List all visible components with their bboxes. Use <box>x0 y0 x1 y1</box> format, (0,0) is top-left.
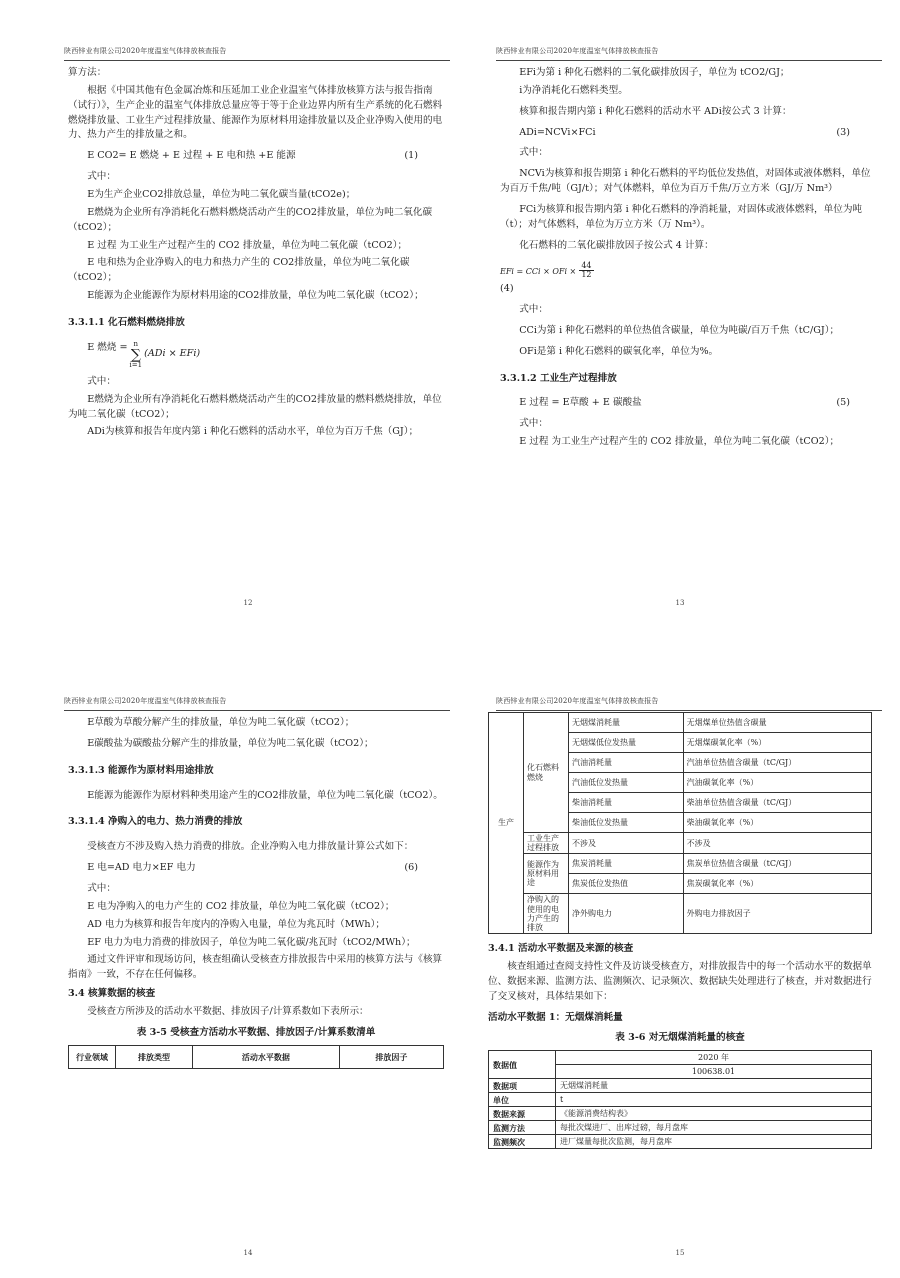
table-3-5-continued <box>488 712 872 934</box>
equation-text: ADi=NCVi×FCi <box>519 126 596 138</box>
page-number: 12 <box>243 599 253 608</box>
section-heading: 3.3.1.3 能源作为原材料用途排放 <box>68 764 214 776</box>
equation-5 <box>500 396 876 411</box>
page-header: 陕西锌业有限公司2020年度温室气体排放核查报告 <box>64 46 450 61</box>
table-cell: 进厂煤量每批次监测，每月盘库 <box>556 1135 872 1149</box>
table-key: 单位 <box>489 1093 556 1107</box>
table-cell: 汽油消耗量 <box>569 753 684 773</box>
table-cell: 无烟煤消耗量 <box>569 713 684 733</box>
table-cell: 无烟煤单位热值含碳量 <box>683 713 871 733</box>
page-header: 陕西锌业有限公司2020年度温室气体排放核查报告 <box>64 696 450 711</box>
table-cell: 不涉及 <box>683 833 871 854</box>
table-cell: 焦炭低位发热值 <box>569 874 684 894</box>
definition: E能源为企业能源作为原材料用途的CO2排放量，单位为吨二氧化碳（tCO2）； <box>87 290 424 302</box>
table-cell: 柴油单位热值含碳量（tC/GJ） <box>683 793 871 813</box>
table-cell: 外购电力排放因子 <box>683 894 871 934</box>
table-row <box>489 713 872 733</box>
table-key: 监测频次 <box>489 1135 556 1149</box>
type-cell: 净购入的使用的电力产生的排放 <box>524 894 569 934</box>
page-12 <box>46 40 450 615</box>
definition: AD 电力为核算和报告年度内的净购入电量，单位为兆瓦时（MWh）； <box>87 918 385 930</box>
table-cell: 柴油碳氧化率（%） <box>683 813 871 833</box>
equation-text: E 电=AD 电力×EF 电力 <box>87 862 196 874</box>
section-heading: 3.4.1 活动水平数据及来源的核查 <box>488 943 634 955</box>
page-13 <box>478 40 882 615</box>
definition: E燃烧为企业所有净消耗化石燃料燃烧活动产生的CO2排放量，单位为吨二氧化碳（tCO2）； <box>68 206 433 233</box>
page-15 <box>478 690 882 1265</box>
definition: E碳酸盐为碳酸盐分解产生的排放量，单位为吨二氧化碳（tCO2）； <box>87 737 374 749</box>
definition: CCi为第 i 种化石燃料的单位热值含碳量，单位为吨碳/百万千焦（tC/GJ）； <box>519 324 840 336</box>
page-number: 14 <box>243 1249 253 1258</box>
equation-number: (5) <box>836 397 850 409</box>
table-header-cell: 活动水平数据 <box>193 1045 340 1068</box>
table-row <box>489 1093 872 1107</box>
type-cell: 能源作为原材料用途 <box>524 854 569 894</box>
paragraph: 受核查方不涉及购入热力消费的排放。企业净购入电力排放量计算公式如下： <box>87 841 414 853</box>
table-row <box>489 1079 872 1093</box>
table-key: 数据来源 <box>489 1107 556 1121</box>
type-cell: 化石燃料燃烧 <box>524 713 569 833</box>
equation-text: E 过程 = E草酸 + E 碳酸盐 <box>519 397 642 409</box>
paragraph: 受核查方所涉及的活动水平数据、排放因子/计算系数如下表所示： <box>87 1006 369 1018</box>
table-cell: 汽油碳氧化率（%） <box>683 773 871 793</box>
table-caption: 表 3-5 受核查方活动水平数据、排放因子/计算系数清单 <box>136 1026 376 1038</box>
table-cell: 净外购电力 <box>569 894 684 934</box>
table-row <box>489 1107 872 1121</box>
equation-number: (1) <box>404 150 418 162</box>
type-cell: 工业生产过程排放 <box>524 833 569 854</box>
table-row <box>489 1121 872 1135</box>
definition: E能源为能源作为原材料种类用途产生的CO2排放量，单位为吨二氧化碳（tCO2）。 <box>87 789 443 801</box>
section-heading: 3.3.1.2 工业生产过程排放 <box>500 372 617 384</box>
table-cell: 无烟煤消耗量 <box>556 1079 872 1093</box>
equation-number: (3) <box>836 126 850 138</box>
page-header: 陕西锌业有限公司2020年度温室气体排放核查报告 <box>496 696 882 711</box>
equation-4 <box>500 262 876 281</box>
paragraph: 核算和报告期内第 i 种化石燃料的活动水平 ADi按公式 3 计算： <box>519 105 792 117</box>
table-row <box>489 833 872 854</box>
table-cell: 无烟煤碳氧化率（%） <box>683 733 871 753</box>
definition: E草酸为草酸分解产生的排放量，单位为吨二氧化碳（tCO2）； <box>87 717 355 728</box>
equation-text: EFi = CCi × OFi × <box>500 266 577 276</box>
equation-number: (4) <box>500 283 514 295</box>
table-cell: 2020 年 <box>556 1051 872 1065</box>
table-key: 数据值 <box>489 1051 556 1079</box>
paragraph: 根据《中国其他有色金属冶炼和压延加工业企业温室气体排放核算方法与报告指南（试行）》，生产企业的温室气体排放总量应等于等于企业边界内所有生产系统的化石燃料燃烧排放量、工业生产过程排放量、能源作为原材料用途排放量以及企业净购入使用的电力、热力产生的排放量之和。 <box>68 84 443 141</box>
paragraph: 化石燃料的二氧化碳排放因子按公式 4 计算： <box>519 239 714 251</box>
table-cell: 柴油低位发热量 <box>569 813 684 833</box>
section-heading: 3.4 核算数据的核查 <box>68 988 156 1000</box>
paragraph: 式中： <box>87 375 116 387</box>
table-key: 监测方法 <box>489 1121 556 1135</box>
paragraph: 通过文件评审和现场访问，核查组确认受核查方排放报告中采用的核算方法与《核算指南》一致，不存在任何偏移。 <box>68 954 443 981</box>
table-cell: 焦炭碳氧化率（%） <box>683 874 871 894</box>
table-header-cell: 行业领域 <box>69 1045 116 1068</box>
subheading: 活动水平数据 1：无烟煤消耗量 <box>488 1011 623 1023</box>
definition: FCi为核算和报告期内第 i 种化石燃料的净消耗量，对固体或液体燃料，单位为吨（t）；对气体燃料，单位为万立方米（万 Nm³）。 <box>500 204 863 230</box>
definition: E为生产企业CO2排放总量，单位为吨二氧化碳当量(tCO2e)； <box>87 189 356 201</box>
page-body <box>68 66 444 443</box>
table-3-5-header <box>68 1045 444 1069</box>
table-cell: 焦炭消耗量 <box>569 854 684 874</box>
industry-cell: 生产 <box>489 713 524 934</box>
paragraph: 式中： <box>87 883 116 895</box>
paragraph: 算方法： <box>68 67 107 78</box>
paragraph: 式中： <box>519 147 548 159</box>
definition: E 过程 为工业生产过程产生的 CO2 排放量，单位为吨二氧化碳（tCO2）； <box>87 239 408 251</box>
definition: E 过程 为工业生产过程产生的 CO2 排放量，单位为吨二氧化碳（tCO2）； <box>519 436 840 448</box>
definition: E燃烧为企业所有净消耗化石燃料燃烧活动产生的CO2排放量的燃料燃烧排放，单位为吨二氧化碳（tCO2）； <box>68 393 442 420</box>
table-key: 数据项 <box>489 1079 556 1093</box>
definition: i为净消耗化石燃料类型。 <box>519 84 628 96</box>
table-row <box>489 1051 872 1065</box>
table-cell: 汽油单位热值含碳量（tC/GJ） <box>683 753 871 773</box>
paragraph: 式中： <box>87 171 116 183</box>
paragraph: 式中： <box>519 418 548 430</box>
table-header-cell: 排放因子 <box>339 1045 443 1068</box>
table-cell: 柴油消耗量 <box>569 793 684 813</box>
equation-3 <box>500 126 876 141</box>
definition: NCVi为核算和报告期第 i 种化石燃料的平均低位发热值，对固体或液体燃料，单位为百万千焦/吨（GJ/t）；对气体燃料，单位为百万千焦/万立方米（GJ/万 Nm³） <box>500 168 871 195</box>
table-cell: 焦炭单位热值含碳量（tC/GJ） <box>683 854 871 874</box>
table-cell: 汽油低位发热量 <box>569 773 684 793</box>
page-body <box>488 712 872 1149</box>
table-header-cell: 排放类型 <box>116 1045 193 1068</box>
equation-6 <box>68 861 444 876</box>
equation-number: (6) <box>404 862 418 874</box>
sigma-symbol: n ∑ i=1 <box>129 339 143 369</box>
page-body <box>68 716 444 1069</box>
equation-text: E 燃烧 = <box>87 341 128 353</box>
page-14 <box>46 690 450 1265</box>
definition: EF 电力为电力消费的排放因子，单位为吨二氧化碳/兆瓦时（tCO2/MWh）； <box>87 936 416 948</box>
page-body <box>500 66 876 453</box>
table-cell: 每批次煤进厂、出库过磅，每月盘库 <box>556 1121 872 1135</box>
table-cell: 无烟煤低位发热量 <box>569 733 684 753</box>
table-row <box>489 854 872 874</box>
fraction: $\frac{44}{12}$ <box>581 260 592 280</box>
table-row <box>489 1135 872 1149</box>
equation-2 <box>68 341 444 369</box>
section-heading: 3.3.1.4 净购入的电力、热力消费的排放 <box>68 816 243 828</box>
definition: E 电和热为企业净购入的电力和热力产生的 CO2排放量，单位为吨二氧化碳（tCO2）； <box>68 257 410 284</box>
equation-text: E CO2= E 燃烧 + E 过程 + E 电和热 +E 能源 <box>87 150 296 162</box>
table-3-6 <box>488 1050 872 1149</box>
section-heading: 3.3.1.1 化石燃料燃烧排放 <box>68 317 185 329</box>
table-cell: t <box>556 1093 872 1107</box>
equation-1 <box>68 149 444 164</box>
definition: OFi是第 i 种化石燃料的碳氧化率，单位为%。 <box>519 345 719 357</box>
page-header: 陕西锌业有限公司2020年度温室气体排放核查报告 <box>496 46 882 61</box>
definition: E 电为净购入的电力产生的 CO2 排放量，单位为吨二氧化碳（tCO2）； <box>87 900 395 912</box>
equation-body: (ADi × EFi) <box>144 348 201 360</box>
definition: EFi为第 i 种化石燃料的二氧化碳排放因子，单位为 tCO2/GJ； <box>519 67 790 78</box>
table-cell: 《能源消费结构表》 <box>556 1107 872 1121</box>
page-number: 15 <box>675 1249 685 1258</box>
paragraph: 式中： <box>519 304 548 316</box>
table-caption: 表 3-6 对无烟煤消耗量的核查 <box>615 1032 745 1044</box>
table-cell: 不涉及 <box>569 833 684 854</box>
paragraph: 核查组通过查阅支持性文件及访谈受核查方，对排放报告中的每一个活动水平的数据单位、数据来源、监测方法、监测频次、记录频次、数据缺失处理进行了核查，并对数据进行了交叉核对，具体结果如下： <box>488 960 872 1002</box>
definition: ADi为核算和报告年度内第 i 种化石燃料的活动水平，单位为百万千焦（GJ）； <box>87 426 419 438</box>
page-number: 13 <box>675 599 685 608</box>
table-cell: 100638.01 <box>556 1065 872 1079</box>
